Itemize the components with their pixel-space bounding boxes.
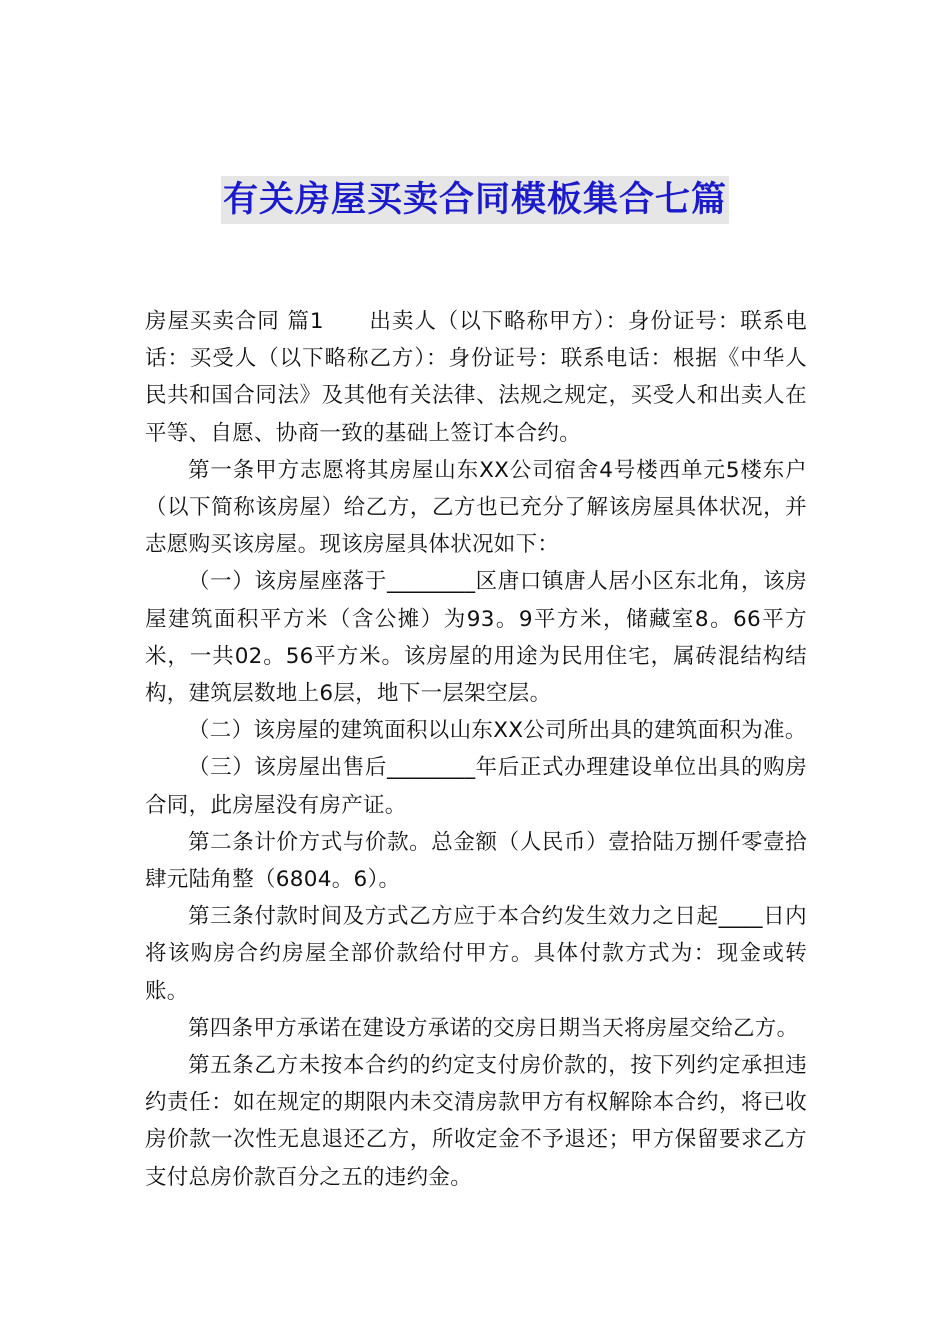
document-title: 有关房屋买卖合同模板集合七篇 [221,176,729,224]
paragraph-item-3: （三）该房屋出售后________年后正式办理建设单位出具的购房合同，此房屋没有房产证。 [145,755,807,818]
paragraph-article-1: 第一条甲方志愿将其房屋山东XX公司宿舍4号楼西单元5楼东户（以下简称该房屋）给乙方，乙方也已充分了解该房屋具体状况，并志愿购买该房屋。现该房屋具体状况如下： [145,457,807,558]
document-body [145,303,807,1196]
paragraph-article-4: 第四条甲方承诺在建设方承诺的交房日期当天将房屋交给乙方。 [188,1015,799,1041]
paragraph-item-1: （一）该房屋座落于________区唐口镇唐人居小区东北角，该房屋建筑面积平方米（含公摊）为93。9平方米，储藏室8。66平方米，一共02。56平方米。该房屋的用途为民用住宅，属砖混结构结构，建筑层数地上6层，地下一层架空层。 [145,569,807,707]
paragraph-intro: 房屋买卖合同 篇1 出卖人（以下略称甲方）：身份证号：联系电话：买受人（以下略称乙方）：身份证号：联系电话：根据《中华人民共和国合同法》及其他有关法律、法规之规定，买受人和出卖人在平等、自愿、协商一致的基础上签订本合约。 [145,309,807,446]
paragraph-article-3: 第三条付款时间及方式乙方应于本合约发生效力之日起____日内将该购房合约房屋全部价款给付甲方。具体付款方式为：现金或转账。 [145,904,807,1004]
paragraph-article-5: 第五条乙方未按本合约的约定支付房价款的，按下列约定承担违约责任：如在规定的期限内未交清房款甲方有权解除本合约，将已收房价款一次性无息退还乙方，所收定金不予退还；甲方保留要求乙方支付总房价款百分之五的违约金。 [145,1053,807,1190]
paragraph-article-2: 第二条计价方式与价款。总金额（人民币）壹拾陆万捌仟零壹拾肆元陆角整（6804。6）。 [145,829,807,893]
document-title-block [0,176,950,224]
paragraph-item-2: （二）该房屋的建筑面积以山东XX公司所出具的建筑面积为准。 [188,718,807,744]
